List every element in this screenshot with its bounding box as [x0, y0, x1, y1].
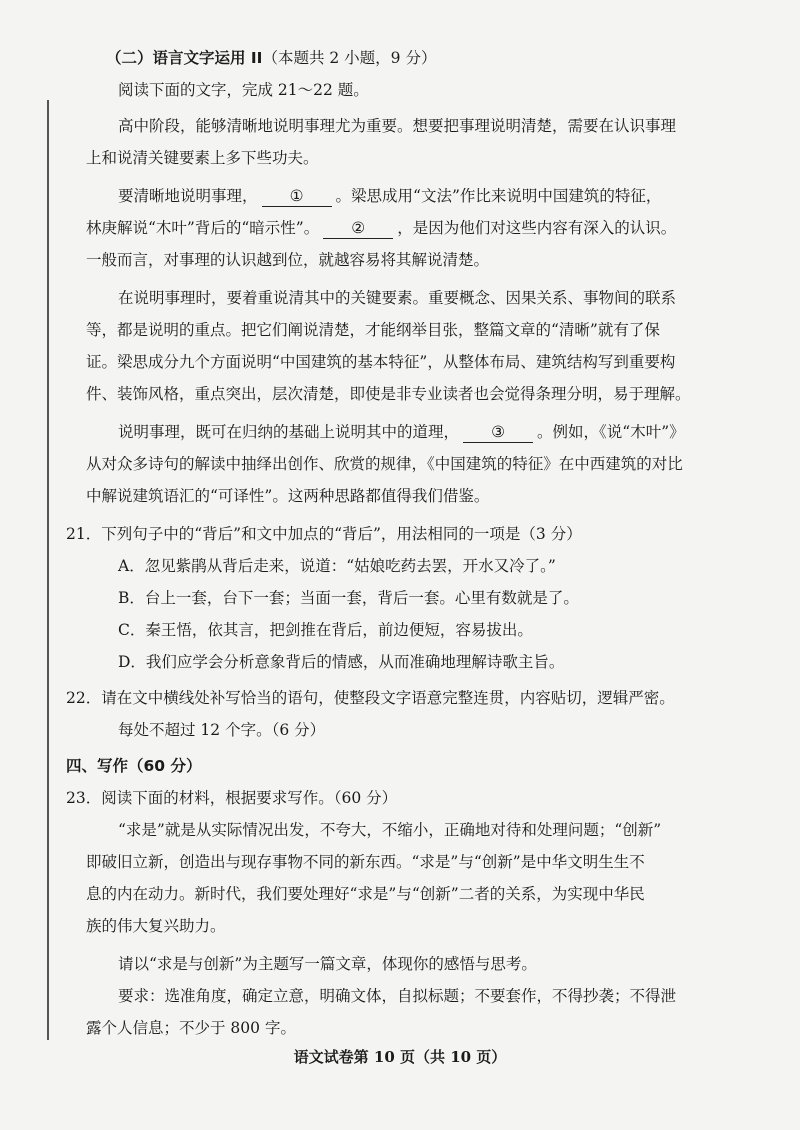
option-a: A．忽见紫鹃从背后走来，说道：“姑娘吃药去罢，开水又冷了。”: [118, 557, 556, 575]
instruction: 阅读下面的文字，完成 21～22 题。: [118, 81, 369, 99]
section-heading: （二）语言文字运用 II（本题共 2 小题，9 分）: [106, 49, 437, 67]
question-21: 21．下列句子中的“背后”和文中加点的“背后”，用法相同的一项是（3 分） A．忽见紫鹃从背后走来，说道：“姑娘吃药去罢，开水又冷了。” B．台上一套，台下一套；当面一套，背后一套。心里有数就是了。 C．秦王悟，依其言，把剑推在背后，前边便短，容易拔出。 D．我们应学会分析意象背后的情感，从而准确地理解诗歌主旨。: [86, 518, 686, 678]
option-b: B．台上一套，台下一套；当面一套，背后一套。心里有数就是了。: [118, 589, 579, 607]
section-heading: 四、写作（60 分）: [66, 757, 202, 775]
blank-1: ①: [262, 186, 332, 207]
blank-3: ③: [463, 422, 533, 443]
page-margin-rule: [47, 100, 49, 1040]
page-footer: 语文试卷第 10 页（共 10 页）: [293, 1048, 507, 1066]
writing-section: 四、写作（60 分） 23．阅读下面的材料，根据要求写作。（60 分） “求是”就是从实际情况出发，不夸大，不缩小，正确地对待和处理问题；“创新” 即破旧立新，创造出与现存事物不同的新东西。“求是”与“创新”是中华文明生生不 息的内在动力。新时代，我们要处理好“求是”与“创新”二者的关系，为实现中华民 族的伟大复兴助力。 请以“求是与创新”为主题写一篇文章，体现你的感悟与思考。 要求：选准角度，确定立意，明确文体，自拟标题；不要套作，不得抄袭；不得泄 露个人信息；不少于 800 字。: [86, 750, 686, 1044]
exam-page: [66, 42, 691, 1044]
passage: 高中阶段，能够清晰地说明事理尤为重要。想要把事理说明清楚，需要在认识事理 上和说清关键要素上多下些功夫。 要清晰地说明事理， ① 。梁思成用“文法”作比来说明中国建筑的特征， 林庚解说“木叶”背后的“暗示性”。 ② ，是因为他们对这些内容有深入的认识。 一般而言，对事理的认识越到位，就越容易将其解说清楚。 在说明事理时，要着重说清其中的关键要素。重要概念、因果关系、事物间的联系 等，都是说明的重点。把它们阐说清楚，才能纲举目张，整篇文章的“清晰”就有了保 证。梁思成分九个方面说明“中国建筑的基本特征”，从整体布局、建筑结构写到重要构 件、装饰风格，重点突出，层次清楚，即使是非专业读者也会觉得条理分明，易于理解。 说明事理，既可在归纳的基础上说明其中的道理， ③ 。例如，《说“木叶”》 从对众多诗句的解读中抽绎出创作、欣赏的规律，《中国建筑的特征》在中西建筑的对比 中解说建筑语汇的“可译性”。这两种思路都值得我们借鉴。: [86, 117, 691, 505]
blank-2: ②: [323, 218, 393, 239]
option-d: D．我们应学会分析意象背后的情感，从而准确地理解诗歌主旨。: [118, 653, 565, 671]
question-22: 22．请在文中横线处补写恰当的语句，使整段文字语意完整连贯，内容贴切，逻辑严密。 每处不超过 12 个字。（6 分）: [66, 689, 675, 739]
option-c: C．秦王悟，依其言，把剑推在背后，前边便短，容易拔出。: [118, 621, 533, 639]
